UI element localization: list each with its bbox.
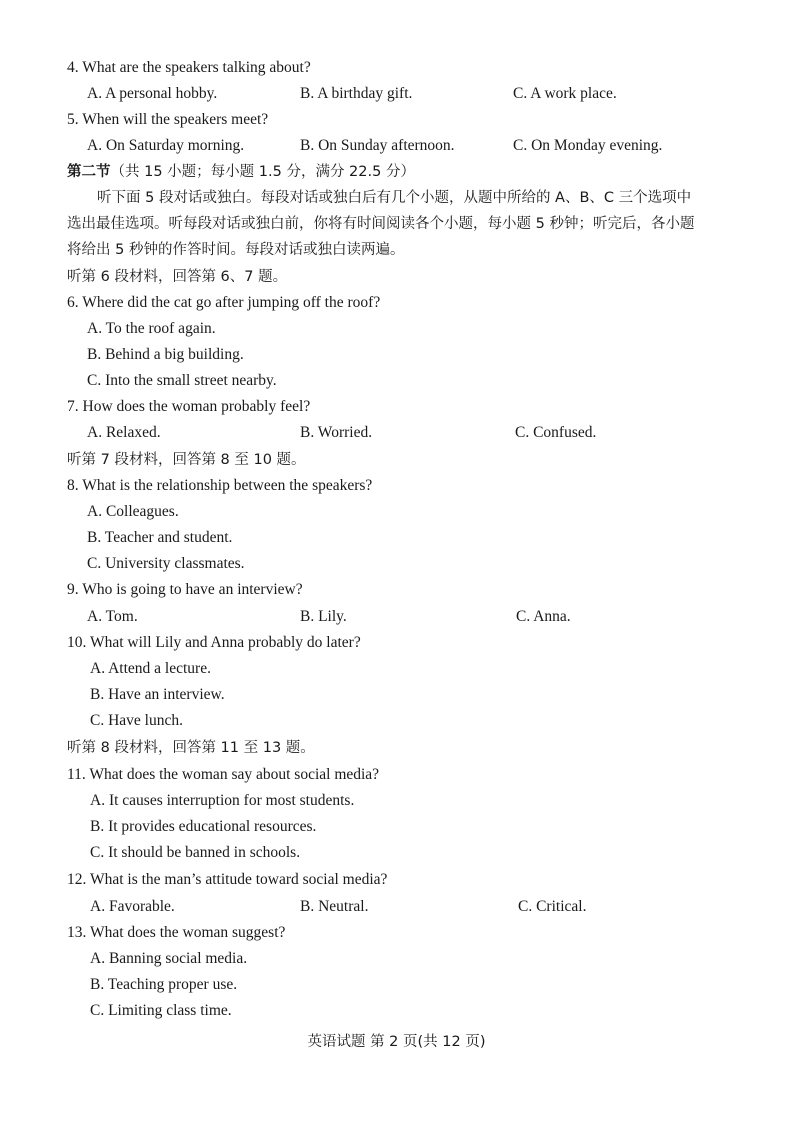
question-10-stem: 10. What will Lily and Anna probably do later? [67,634,361,651]
question-8-option-a: A. Colleagues. [87,503,179,520]
question-8-option-c: C. University classmates. [87,555,245,572]
question-13-option-c: C. Limiting class time. [90,1002,232,1019]
section-2-heading: 第二节 [67,164,111,180]
page-footer: 英语试题 第 2 页(共 12 页) [307,1034,486,1050]
question-12-option-b: B. Neutral. [300,898,369,915]
question-10-option-b: B. Have an interview. [90,686,225,703]
question-8-stem: 8. What is the relationship between the speakers? [67,477,373,494]
question-4-option-b: B. A birthday gift. [300,85,413,102]
section-2-instructions-line-3: 将给出 5 秒钟的作答时间。每段对话或独白读两遍。 [67,242,405,258]
question-5-option-b: B. On Sunday afternoon. [300,137,455,154]
question-7-stem: 7. How does the woman probably feel? [67,398,311,415]
question-10-option-c: C. Have lunch. [90,712,183,729]
material-8-note: 听第 8 段材料，回答第 11 至 13 题。 [67,740,315,756]
section-2-header [67,159,415,185]
question-12-option-c: C. Critical. [518,898,587,915]
question-11-option-b: B. It provides educational resources. [90,818,317,835]
question-7-option-a: A. Relaxed. [87,424,161,441]
question-6-option-c: C. Into the small street nearby. [87,372,277,389]
question-5-stem: 5. When will the speakers meet? [67,111,269,128]
section-2-instructions-line-1: 听下面 5 段对话或独白。每段对话或独白后有几个小题，从题中所给的 A、B、C 三个选项中 [97,190,692,206]
question-9-option-b: B. Lily. [300,608,347,625]
question-13-stem: 13. What does the woman suggest? [67,924,286,941]
question-6-stem: 6. Where did the cat go after jumping off the roof? [67,294,381,311]
question-11-option-c: C. It should be banned in schools. [90,844,301,861]
material-6-note: 听第 6 段材料，回答第 6、7 题。 [67,269,288,285]
question-5-option-a: A. On Saturday morning. [87,137,245,154]
question-5-option-c: C. On Monday evening. [513,137,663,154]
question-7-option-b: B. Worried. [300,424,373,441]
question-9-stem: 9. Who is going to have an interview? [67,581,303,598]
question-4-option-a: A. A personal hobby. [87,85,218,102]
question-9-option-c: C. Anna. [516,608,571,625]
question-12-stem: 12. What is the man’s attitude toward social media? [67,871,388,888]
question-11-stem: 11. What does the woman say about social media? [67,766,380,783]
question-13-option-a: A. Banning social media. [90,950,248,967]
question-9-option-a: A. Tom. [87,608,138,625]
section-2-scoring: （共 15 小题；每小题 1.5 分，满分 22.5 分） [110,164,415,180]
question-4-stem: 4. What are the speakers talking about? [67,59,311,76]
question-4-option-c: C. A work place. [513,85,617,102]
question-12-option-a: A. Favorable. [90,898,175,915]
question-6-option-b: B. Behind a big building. [87,346,244,363]
material-7-note: 听第 7 段材料，回答第 8 至 10 题。 [67,452,306,468]
question-8-option-b: B. Teacher and student. [87,529,233,546]
question-10-option-a: A. Attend a lecture. [90,660,211,677]
question-11-option-a: A. It causes interruption for most students. [90,792,355,809]
section-2-instructions-line-2: 选出最佳选项。听每段对话或独白前，你将有时间阅读各个小题，每小题 5 秒钟；听完后，各小题 [67,216,695,232]
question-13-option-b: B. Teaching proper use. [90,976,238,993]
question-7-option-c: C. Confused. [515,424,597,441]
question-6-option-a: A. To the roof again. [87,320,216,337]
